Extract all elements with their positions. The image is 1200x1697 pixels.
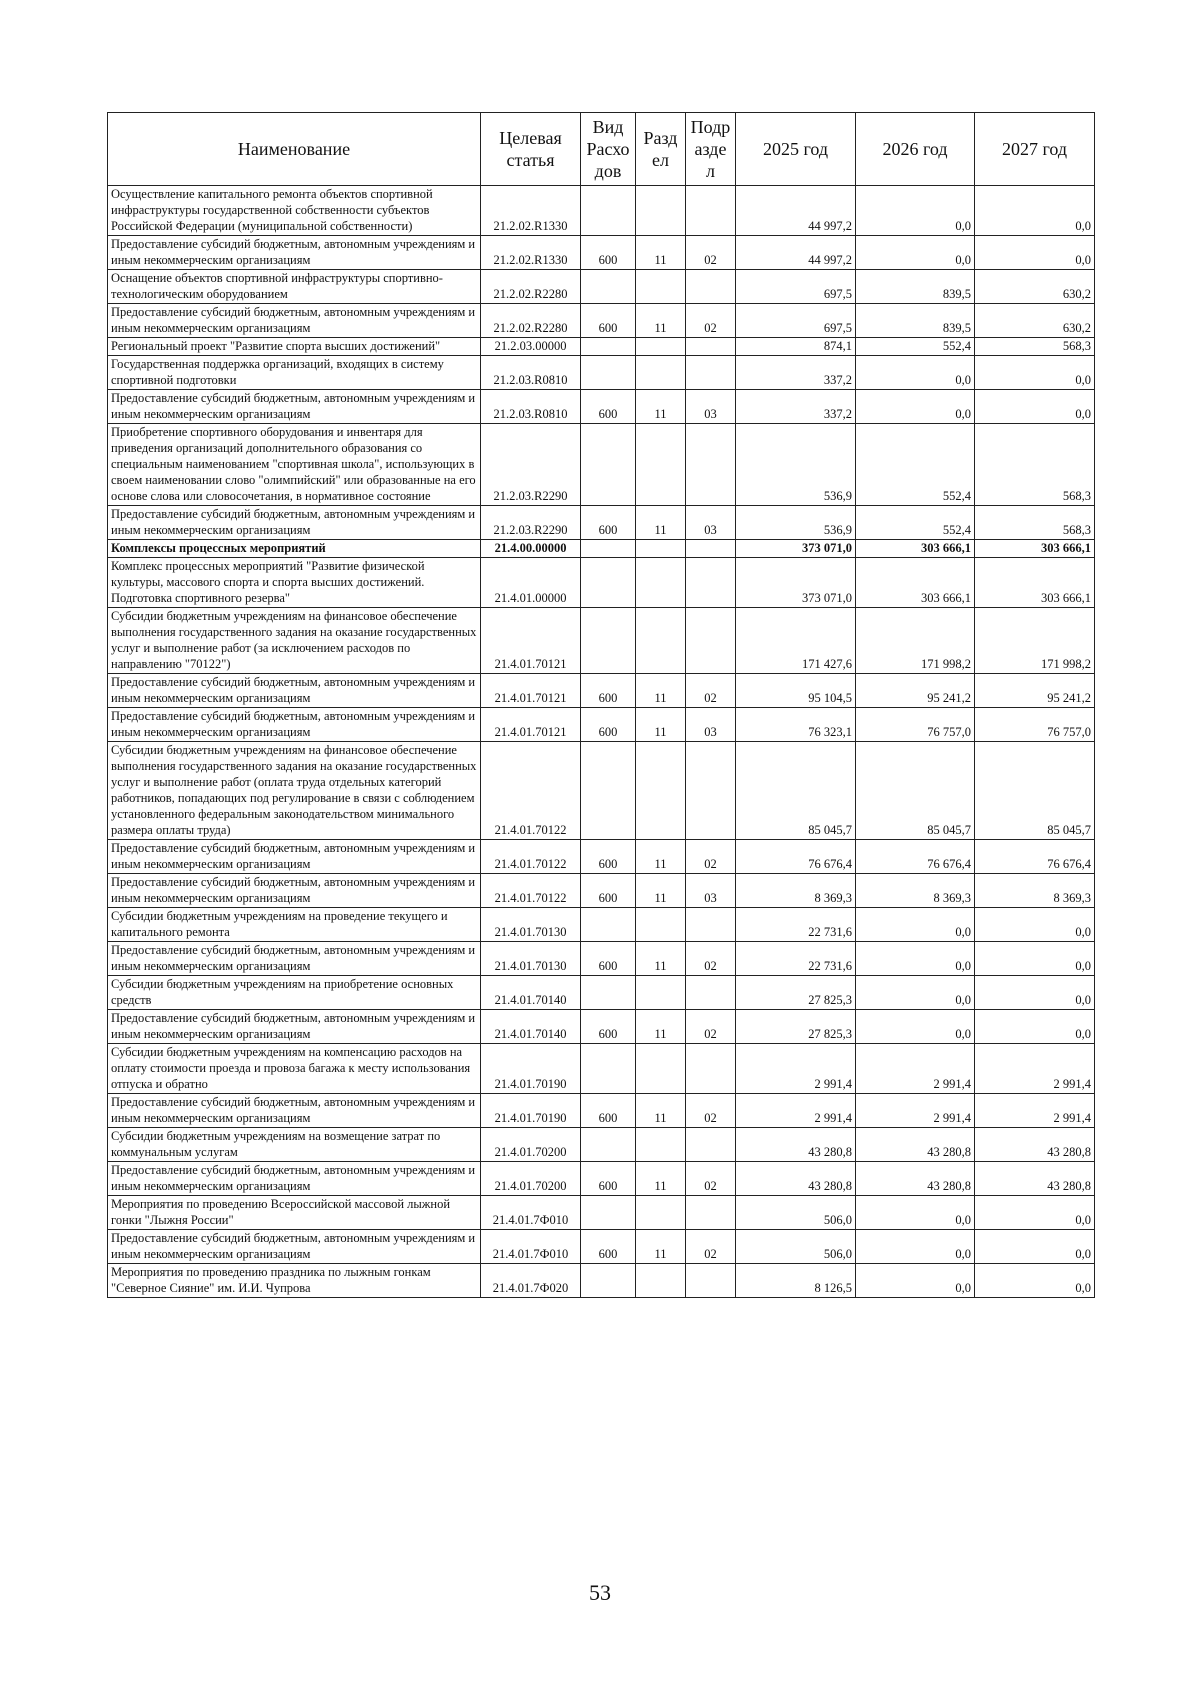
cell-subsection: 02: [686, 1010, 736, 1044]
cell-target-article: 21.4.01.70130: [481, 908, 581, 942]
cell-2026: 0,0: [856, 1196, 975, 1230]
cell-target-article: 21.4.01.00000: [481, 558, 581, 608]
cell-2027: 0,0: [975, 186, 1095, 236]
cell-name: Предоставление субсидий бюджетным, автономным учреждениям и иным некоммерческим организациям: [108, 506, 481, 540]
table-row: [108, 338, 1095, 356]
cell-subsection: [686, 356, 736, 390]
cell-name: Комплексы процессных мероприятий: [108, 540, 481, 558]
cell-name: Региональный проект "Развитие спорта высших достижений": [108, 338, 481, 356]
cell-2025: 697,5: [736, 304, 856, 338]
cell-subsection: [686, 338, 736, 356]
cell-target-article: 21.4.01.70130: [481, 942, 581, 976]
cell-section: 11: [636, 390, 686, 424]
table-row: [108, 976, 1095, 1010]
cell-subsection: [686, 540, 736, 558]
cell-2025: 76 323,1: [736, 708, 856, 742]
cell-section: 11: [636, 1010, 686, 1044]
cell-2027: 171 998,2: [975, 608, 1095, 674]
cell-2027: 630,2: [975, 304, 1095, 338]
cell-expense-type: [581, 270, 636, 304]
cell-section: 11: [636, 942, 686, 976]
cell-name: Предоставление субсидий бюджетным, автономным учреждениям и иным некоммерческим организациям: [108, 708, 481, 742]
cell-2025: 43 280,8: [736, 1162, 856, 1196]
cell-expense-type: [581, 1128, 636, 1162]
cell-section: [636, 608, 686, 674]
cell-2025: 506,0: [736, 1196, 856, 1230]
cell-section: [636, 1196, 686, 1230]
cell-section: 11: [636, 708, 686, 742]
cell-2026: 0,0: [856, 908, 975, 942]
cell-name: Предоставление субсидий бюджетным, автономным учреждениям и иным некоммерческим организациям: [108, 674, 481, 708]
cell-2026: 0,0: [856, 186, 975, 236]
cell-section: [636, 558, 686, 608]
cell-name: Субсидии бюджетным учреждениям на проведение текущего и капитального ремонта: [108, 908, 481, 942]
cell-name: Субсидии бюджетным учреждениям на возмещение затрат по коммунальным услугам: [108, 1128, 481, 1162]
cell-section: [636, 976, 686, 1010]
cell-expense-type: [581, 338, 636, 356]
cell-2025: 8 126,5: [736, 1264, 856, 1298]
cell-target-article: 21.2.03.R2290: [481, 424, 581, 506]
cell-section: [636, 742, 686, 840]
cell-section: 11: [636, 674, 686, 708]
cell-subsection: 02: [686, 674, 736, 708]
cell-subsection: 02: [686, 304, 736, 338]
cell-target-article: 21.4.01.70122: [481, 840, 581, 874]
cell-2027: 568,3: [975, 506, 1095, 540]
cell-subsection: [686, 1196, 736, 1230]
cell-name: Государственная поддержка организаций, входящих в систему спортивной подготовки: [108, 356, 481, 390]
table-row: [108, 908, 1095, 942]
cell-expense-type: [581, 608, 636, 674]
cell-section: 11: [636, 304, 686, 338]
cell-target-article: 21.4.01.70190: [481, 1094, 581, 1128]
cell-2025: 44 997,2: [736, 236, 856, 270]
cell-target-article: 21.4.01.70200: [481, 1162, 581, 1196]
cell-subsection: [686, 424, 736, 506]
cell-subsection: [686, 1264, 736, 1298]
cell-name: Предоставление субсидий бюджетным, автономным учреждениям и иным некоммерческим организациям: [108, 1230, 481, 1264]
cell-2027: 0,0: [975, 1196, 1095, 1230]
header-subsection: Подр азде л: [686, 113, 736, 186]
cell-2025: 27 825,3: [736, 976, 856, 1010]
cell-expense-type: 600: [581, 304, 636, 338]
table-body: [108, 186, 1095, 1298]
cell-2026: 95 241,2: [856, 674, 975, 708]
cell-name: Мероприятия по проведению праздника по лыжным гонкам "Северное Сияние" им. И.И. Чупрова: [108, 1264, 481, 1298]
table-row: [108, 558, 1095, 608]
cell-expense-type: [581, 356, 636, 390]
cell-section: 11: [636, 236, 686, 270]
cell-subsection: [686, 270, 736, 304]
cell-subsection: 02: [686, 236, 736, 270]
cell-target-article: 21.4.01.70140: [481, 976, 581, 1010]
cell-name: Предоставление субсидий бюджетным, автономным учреждениям и иным некоммерческим организациям: [108, 304, 481, 338]
cell-name: Субсидии бюджетным учреждениям на приобретение основных средств: [108, 976, 481, 1010]
cell-subsection: [686, 908, 736, 942]
cell-2026: 2 991,4: [856, 1094, 975, 1128]
cell-subsection: [686, 608, 736, 674]
cell-subsection: 03: [686, 506, 736, 540]
table-row: [108, 742, 1095, 840]
cell-section: [636, 356, 686, 390]
cell-expense-type: 600: [581, 874, 636, 908]
table-row: [108, 1196, 1095, 1230]
cell-expense-type: 600: [581, 390, 636, 424]
cell-2025: 337,2: [736, 390, 856, 424]
cell-subsection: [686, 186, 736, 236]
cell-name: Предоставление субсидий бюджетным, автономным учреждениям и иным некоммерческим организациям: [108, 236, 481, 270]
cell-2026: 0,0: [856, 1010, 975, 1044]
cell-expense-type: [581, 976, 636, 1010]
cell-2026: 839,5: [856, 270, 975, 304]
cell-target-article: 21.4.01.70121: [481, 674, 581, 708]
cell-expense-type: [581, 424, 636, 506]
cell-section: [636, 424, 686, 506]
cell-subsection: 02: [686, 840, 736, 874]
budget-table: [107, 112, 1095, 1298]
cell-2027: 76 757,0: [975, 708, 1095, 742]
cell-expense-type: 600: [581, 1094, 636, 1128]
table-row: [108, 270, 1095, 304]
cell-2027: 43 280,8: [975, 1162, 1095, 1196]
cell-2026: 303 666,1: [856, 540, 975, 558]
cell-subsection: [686, 558, 736, 608]
table-row: [108, 942, 1095, 976]
cell-2027: 0,0: [975, 236, 1095, 270]
cell-2026: 552,4: [856, 506, 975, 540]
cell-section: [636, 1264, 686, 1298]
cell-2027: 0,0: [975, 1264, 1095, 1298]
header-section: Разд ел: [636, 113, 686, 186]
cell-2026: 171 998,2: [856, 608, 975, 674]
cell-2027: 0,0: [975, 1010, 1095, 1044]
cell-target-article: 21.2.03.R0810: [481, 390, 581, 424]
cell-target-article: 21.2.02.R2280: [481, 304, 581, 338]
cell-name: Предоставление субсидий бюджетным, автономным учреждениям и иным некоммерческим организациям: [108, 1094, 481, 1128]
cell-target-article: 21.4.01.70121: [481, 708, 581, 742]
table-row: [108, 506, 1095, 540]
table-row: [108, 1128, 1095, 1162]
cell-target-article: 21.2.03.00000: [481, 338, 581, 356]
cell-name: Осуществление капитального ремонта объектов спортивной инфраструктуры государственной собственности субъектов Российской Федерации (муниципальной собственности): [108, 186, 481, 236]
header-expense-type: Вид Расхо дов: [581, 113, 636, 186]
cell-subsection: [686, 1044, 736, 1094]
cell-2025: 697,5: [736, 270, 856, 304]
cell-target-article: 21.2.03.R0810: [481, 356, 581, 390]
cell-2027: 76 676,4: [975, 840, 1095, 874]
cell-2027: 0,0: [975, 1230, 1095, 1264]
cell-section: 11: [636, 1094, 686, 1128]
table-row: [108, 1264, 1095, 1298]
cell-section: [636, 1128, 686, 1162]
cell-expense-type: [581, 1044, 636, 1094]
cell-section: [636, 1044, 686, 1094]
cell-expense-type: 600: [581, 506, 636, 540]
cell-subsection: 03: [686, 874, 736, 908]
cell-subsection: [686, 1128, 736, 1162]
cell-2026: 43 280,8: [856, 1128, 975, 1162]
cell-subsection: 02: [686, 942, 736, 976]
cell-2026: 0,0: [856, 390, 975, 424]
cell-expense-type: [581, 908, 636, 942]
cell-name: Предоставление субсидий бюджетным, автономным учреждениям и иным некоммерческим организациям: [108, 1010, 481, 1044]
cell-2026: 76 676,4: [856, 840, 975, 874]
table-row: [108, 540, 1095, 558]
cell-section: [636, 540, 686, 558]
header-target-article: Целевая статья: [481, 113, 581, 186]
cell-name: Предоставление субсидий бюджетным, автономным учреждениям и иным некоммерческим организациям: [108, 840, 481, 874]
cell-2025: 22 731,6: [736, 942, 856, 976]
cell-name: Субсидии бюджетным учреждениям на финансовое обеспечение выполнения государственного задания на оказание государственных услуг и выполнение работ (оплата труда отдельных категорий работников, попадающих под регулирование в связи с соблюдением установленного федеральным законодательством минимального размера оплаты труда): [108, 742, 481, 840]
cell-name: Субсидии бюджетным учреждениям на компенсацию расходов на оплату стоимости проезда и провоза багажа к месту использования отпуска и обратно: [108, 1044, 481, 1094]
cell-2025: 536,9: [736, 424, 856, 506]
table-row: [108, 874, 1095, 908]
cell-2026: 85 045,7: [856, 742, 975, 840]
header-name: Наименование: [108, 113, 481, 186]
cell-section: 11: [636, 1162, 686, 1196]
cell-expense-type: [581, 186, 636, 236]
cell-2026: 0,0: [856, 976, 975, 1010]
table-row: [108, 1162, 1095, 1196]
cell-2025: 27 825,3: [736, 1010, 856, 1044]
cell-subsection: [686, 742, 736, 840]
cell-section: [636, 270, 686, 304]
cell-expense-type: 600: [581, 674, 636, 708]
cell-section: 11: [636, 506, 686, 540]
cell-target-article: 21.4.01.70200: [481, 1128, 581, 1162]
cell-section: [636, 186, 686, 236]
cell-2025: 8 369,3: [736, 874, 856, 908]
cell-name: Приобретение спортивного оборудования и инвентаря для приведения организаций дополнительного образования со специальным наименованием "спортивная школа", использующих в своем наименовании слово "олимпийский" или образованные на его основе слова или словосочетания, в нормативное состояние: [108, 424, 481, 506]
cell-2027: 0,0: [975, 908, 1095, 942]
cell-expense-type: [581, 540, 636, 558]
cell-2026: 0,0: [856, 356, 975, 390]
cell-2027: 568,3: [975, 424, 1095, 506]
table-row: [108, 840, 1095, 874]
cell-2025: 373 071,0: [736, 558, 856, 608]
cell-2025: 171 427,6: [736, 608, 856, 674]
cell-target-article: 21.4.01.70190: [481, 1044, 581, 1094]
cell-2027: 0,0: [975, 942, 1095, 976]
table-row: [108, 708, 1095, 742]
cell-2025: 85 045,7: [736, 742, 856, 840]
cell-2027: 0,0: [975, 356, 1095, 390]
cell-2025: 337,2: [736, 356, 856, 390]
cell-2026: 0,0: [856, 1230, 975, 1264]
cell-name: Предоставление субсидий бюджетным, автономным учреждениям и иным некоммерческим организациям: [108, 942, 481, 976]
cell-2027: 2 991,4: [975, 1044, 1095, 1094]
cell-2027: 2 991,4: [975, 1094, 1095, 1128]
cell-expense-type: 600: [581, 236, 636, 270]
cell-2026: 552,4: [856, 338, 975, 356]
cell-expense-type: [581, 1264, 636, 1298]
cell-expense-type: 600: [581, 1162, 636, 1196]
cell-expense-type: [581, 558, 636, 608]
header-year-2026: 2026 год: [856, 113, 975, 186]
cell-2026: 8 369,3: [856, 874, 975, 908]
cell-name: Мероприятия по проведению Всероссийской массовой лыжной гонки "Лыжня России": [108, 1196, 481, 1230]
cell-2027: 303 666,1: [975, 558, 1095, 608]
cell-name: Комплекс процессных мероприятий "Развитие физической культуры, массового спорта и спорта высших достижений. Подготовка спортивного резерва": [108, 558, 481, 608]
cell-target-article: 21.2.02.R1330: [481, 186, 581, 236]
cell-expense-type: [581, 1196, 636, 1230]
cell-2026: 0,0: [856, 236, 975, 270]
cell-name: Предоставление субсидий бюджетным, автономным учреждениям и иным некоммерческим организациям: [108, 1162, 481, 1196]
cell-2025: 536,9: [736, 506, 856, 540]
table-row: [108, 304, 1095, 338]
cell-subsection: 02: [686, 1230, 736, 1264]
cell-2026: 552,4: [856, 424, 975, 506]
cell-name: Предоставление субсидий бюджетным, автономным учреждениям и иным некоммерческим организациям: [108, 390, 481, 424]
cell-target-article: 21.4.01.7Ф020: [481, 1264, 581, 1298]
cell-expense-type: [581, 742, 636, 840]
cell-expense-type: 600: [581, 942, 636, 976]
cell-2027: 95 241,2: [975, 674, 1095, 708]
cell-2025: 44 997,2: [736, 186, 856, 236]
cell-section: [636, 908, 686, 942]
cell-target-article: 21.4.01.7Ф010: [481, 1230, 581, 1264]
cell-2025: 76 676,4: [736, 840, 856, 874]
cell-target-article: 21.4.01.70122: [481, 874, 581, 908]
cell-section: [636, 338, 686, 356]
cell-2025: 22 731,6: [736, 908, 856, 942]
cell-subsection: 02: [686, 1094, 736, 1128]
header-year-2027: 2027 год: [975, 113, 1095, 186]
cell-target-article: 21.2.02.R1330: [481, 236, 581, 270]
table-row: [108, 608, 1095, 674]
table-row: [108, 186, 1095, 236]
cell-target-article: 21.4.00.00000: [481, 540, 581, 558]
cell-2025: 2 991,4: [736, 1094, 856, 1128]
cell-section: 11: [636, 840, 686, 874]
cell-subsection: 02: [686, 1162, 736, 1196]
cell-2026: 43 280,8: [856, 1162, 975, 1196]
cell-2027: 0,0: [975, 390, 1095, 424]
cell-2027: 0,0: [975, 976, 1095, 1010]
cell-target-article: 21.4.01.70121: [481, 608, 581, 674]
cell-expense-type: 600: [581, 1230, 636, 1264]
cell-section: 11: [636, 1230, 686, 1264]
cell-2026: 0,0: [856, 1264, 975, 1298]
table-row: [108, 1044, 1095, 1094]
table-row: [108, 356, 1095, 390]
cell-2025: 373 071,0: [736, 540, 856, 558]
table-row: [108, 1230, 1095, 1264]
cell-2026: 0,0: [856, 942, 975, 976]
cell-subsection: [686, 976, 736, 1010]
cell-2027: 568,3: [975, 338, 1095, 356]
cell-2027: 43 280,8: [975, 1128, 1095, 1162]
cell-subsection: 03: [686, 390, 736, 424]
cell-2025: 95 104,5: [736, 674, 856, 708]
cell-expense-type: 600: [581, 1010, 636, 1044]
cell-target-article: 21.4.01.70140: [481, 1010, 581, 1044]
cell-2025: 2 991,4: [736, 1044, 856, 1094]
cell-target-article: 21.4.01.7Ф010: [481, 1196, 581, 1230]
table-header-row: [108, 113, 1095, 186]
cell-2026: 76 757,0: [856, 708, 975, 742]
table-row: [108, 424, 1095, 506]
cell-expense-type: 600: [581, 708, 636, 742]
cell-2027: 85 045,7: [975, 742, 1095, 840]
table-row: [108, 236, 1095, 270]
cell-2025: 43 280,8: [736, 1128, 856, 1162]
cell-name: Субсидии бюджетным учреждениям на финансовое обеспечение выполнения государственного задания на оказание государственных услуг и выполнение работ (за исключением расходов по направлению "70122"): [108, 608, 481, 674]
cell-2027: 303 666,1: [975, 540, 1095, 558]
cell-2027: 8 369,3: [975, 874, 1095, 908]
cell-2027: 630,2: [975, 270, 1095, 304]
cell-2025: 874,1: [736, 338, 856, 356]
cell-target-article: 21.4.01.70122: [481, 742, 581, 840]
header-year-2025: 2025 год: [736, 113, 856, 186]
cell-section: 11: [636, 874, 686, 908]
cell-2026: 2 991,4: [856, 1044, 975, 1094]
cell-2026: 839,5: [856, 304, 975, 338]
cell-2025: 506,0: [736, 1230, 856, 1264]
cell-expense-type: 600: [581, 840, 636, 874]
cell-2026: 303 666,1: [856, 558, 975, 608]
cell-subsection: 03: [686, 708, 736, 742]
table-row: [108, 674, 1095, 708]
table-row: [108, 390, 1095, 424]
cell-name: Оснащение объектов спортивной инфраструктуры спортивно-технологическим оборудованием: [108, 270, 481, 304]
table-row: [108, 1010, 1095, 1044]
cell-target-article: 21.2.02.R2280: [481, 270, 581, 304]
cell-name: Предоставление субсидий бюджетным, автономным учреждениям и иным некоммерческим организациям: [108, 874, 481, 908]
cell-target-article: 21.2.03.R2290: [481, 506, 581, 540]
table-row: [108, 1094, 1095, 1128]
page-number: 53: [589, 1580, 611, 1605]
